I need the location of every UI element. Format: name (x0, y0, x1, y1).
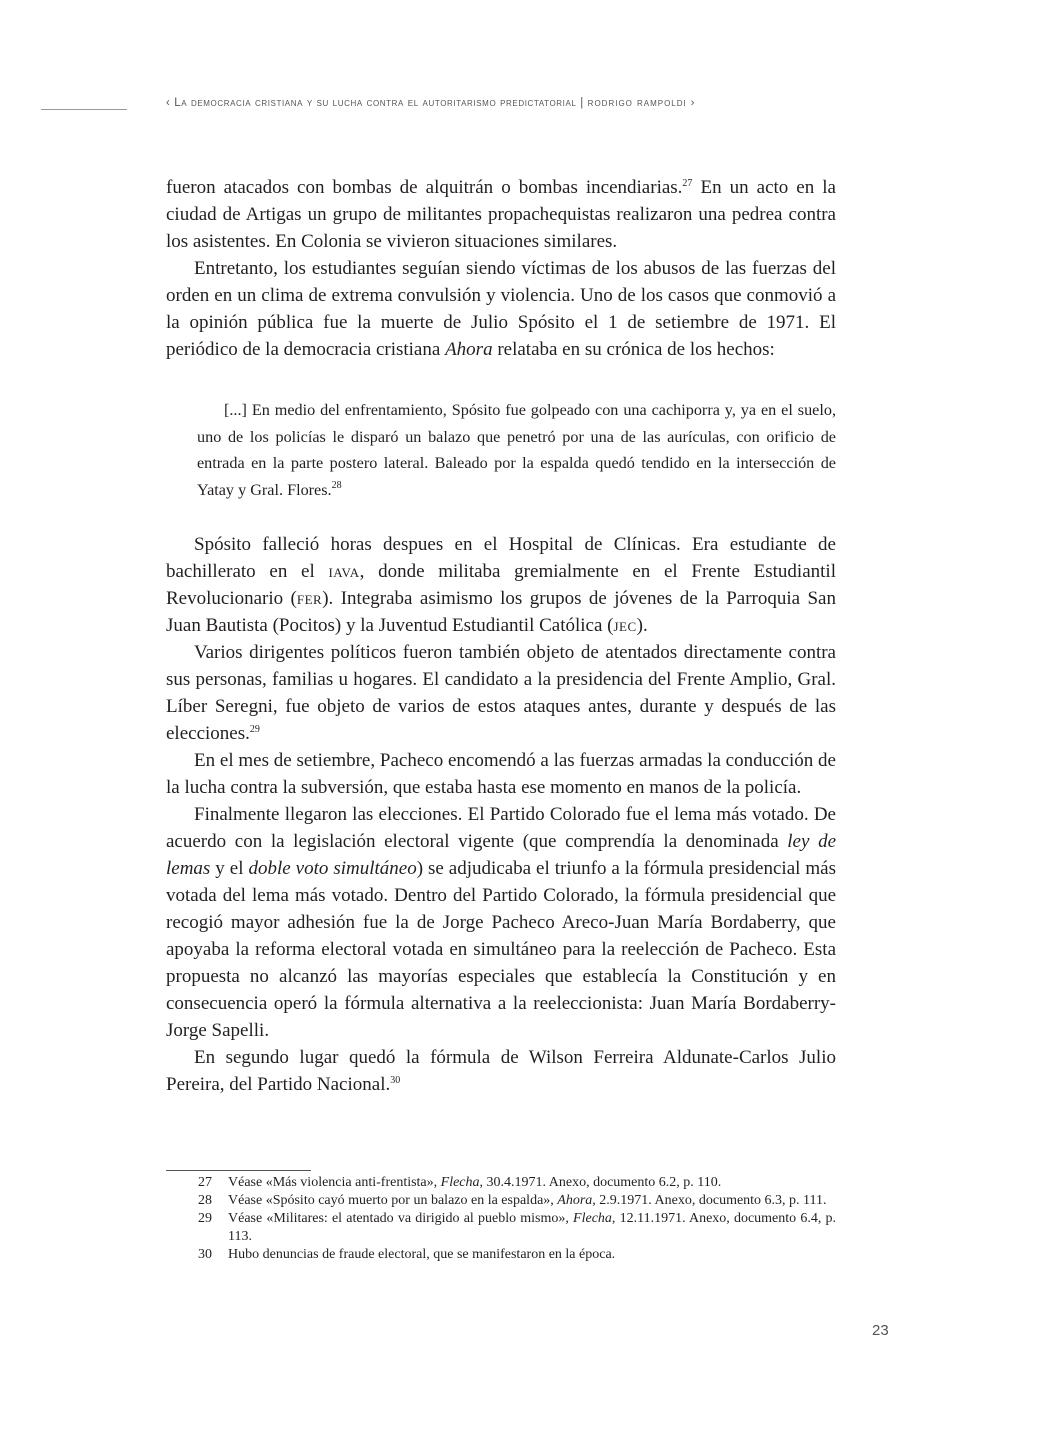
paragraph-5: En el mes de setiembre, Pacheco encomendó a las fuerzas armadas la conducción de la lucha contra la subversión, que estaba hasta ese momento en manos de la policía. (166, 750, 836, 798)
body-text (166, 174, 836, 1098)
paragraph-6-text-b: y el (210, 858, 249, 879)
footnote-item (166, 1210, 836, 1246)
footnote-source: Flecha (573, 1211, 612, 1226)
footnote-ref-29: 29 (249, 724, 260, 735)
footnote-ref-30: 30 (390, 1075, 401, 1086)
running-header (166, 97, 846, 109)
paragraph-4-text: Varios dirigentes políticos fueron también objeto de atentados directamente contra sus personas, familias u hogares. El candidato a la presidencia del Frente Amplio, Gral. Líber Seregni, fue objeto de varios de estos ataques antes, durante y después de las elecciones. (166, 642, 836, 744)
footnote-ref-28: 28 (331, 479, 342, 491)
footnote-source: Ahora (557, 1193, 593, 1208)
paragraph-1 (166, 174, 836, 255)
footnote-source: Flecha (440, 1175, 480, 1190)
paragraph-3-text-c: ). Integraba asimismo los grupos de jóvenes de la Parroquia San Juan Bautista (Pocitos) y la Juventud Estudiantil Católica ( (166, 588, 836, 636)
page-number: 23 (872, 1322, 889, 1339)
running-header-separator: | (576, 97, 588, 109)
footnote-text-a: Véase «Spósito cayó muerto por un balazo en la espalda», (228, 1193, 558, 1208)
footnote-number: 27 (198, 1175, 212, 1190)
paragraph-2-text-cont: relataba en su crónica de los hechos: (492, 339, 775, 360)
paragraph-3 (166, 531, 836, 639)
footnote-number: 28 (198, 1193, 212, 1208)
footnote-text-b: , 30.4.1971. Anexo, documento 6.2, p. 110. (479, 1175, 722, 1190)
acronym-fer: fer (296, 588, 323, 609)
periodical-title: Ahora (445, 339, 493, 360)
footnote-text-a: Véase «Militares: el atentado va dirigido al pueblo mismo», (228, 1211, 574, 1226)
footnote-text-b: , 12.11.1971. Anexo, documento 6.4, p. 113. (228, 1211, 836, 1244)
block-quote (197, 397, 836, 503)
footnote-item (166, 1174, 836, 1192)
paragraph-3-text-d: ). (636, 615, 648, 636)
paragraph-7 (166, 1044, 836, 1098)
paragraph-2 (166, 255, 836, 363)
term-doble-voto: doble voto simultáneo (248, 858, 417, 879)
paragraph-1-text-cont: En un acto en la ciudad de Artigas un grupo de militantes propachequistas realizaron una pedrea contra los asistentes. En Colonia se vivieron situaciones similares. (166, 177, 836, 252)
acronym-iava: iava (328, 561, 360, 582)
footnote-text-b: , 2.9.1971. Anexo, documento 6.3, p. 111. (592, 1193, 827, 1208)
acronym-jec: jec (613, 615, 637, 636)
paragraph-6 (166, 801, 836, 1044)
paragraph-2-text: Entretanto, los estudiantes seguían siendo víctimas de los abusos de las fuerzas del orden en un clima de extrema convulsión y violencia. Uno de los casos que conmovió a la opinión pública fue la muerte de Julio Spósito el 1 de setiembre de 1971. El periódico de la democracia cristiana (166, 258, 836, 360)
paragraph-6-text: Finalmente llegaron las elecciones. El Partido Colorado fue el lema más votado. De acuerdo con la legislación electoral vigente (que comprendía la denominada (166, 804, 836, 852)
running-header-author: rodrigo rampoldi › (587, 97, 696, 109)
footnote-text-a: Hubo denuncias de fraude electoral, que se manifestaron en la época. (228, 1247, 616, 1262)
footnote-number: 29 (198, 1211, 212, 1226)
block-quote-text (197, 397, 836, 503)
paragraph-3-text: Spósito falleció horas despues en el Hospital de Clínicas. Era estudiante de bachillerato en el (166, 534, 836, 582)
footnote-text (228, 1210, 836, 1246)
footnote-text-a: Véase «Más violencia anti-frentista», (228, 1175, 441, 1190)
term-ley-de-lemas: ley de lemas (166, 831, 836, 879)
footnote-text (228, 1174, 836, 1192)
running-header-title: ‹ La democracia cristiana y su lucha contra el autoritarismo predictatorial (166, 97, 577, 109)
paragraph-7-text: En segundo lugar quedó la fórmula de Wilson Ferreira Aldunate-Carlos Julio Pereira, del Partido Nacional. (166, 1047, 836, 1095)
footnote-item (166, 1192, 836, 1210)
paragraph-6-text-c: ) se adjudicaba el triunfo a la fórmula presidencial más votada del lema más votado. Dentro del Partido Colorado, la fórmula presidencial que recogió mayor adhesión fue la de Jorge Pacheco Areco-Juan María Bordaberry, que apoyaba la reforma electoral votada en simultáneo para la reelección de Pacheco. Esta propuesta no alcanzó las mayorías especiales que establecía la Constitución y en consecuencia operó la fórmula alternativa a la reeleccionista: Juan María Bordaberry-Jorge Sapelli. (166, 858, 836, 1041)
footnote-text (228, 1246, 836, 1264)
header-rule (41, 109, 127, 110)
footnote-item (166, 1246, 836, 1264)
paragraph-1-text: fueron atacados con bombas de alquitrán o bombas incendiarias. (166, 177, 683, 198)
footnote-number: 30 (198, 1247, 212, 1262)
footnote-rule (166, 1170, 311, 1171)
paragraph-4 (166, 639, 836, 747)
paragraph-3-text-b: , donde militaba gremialmente en el Frente Estudiantil Revolucionario ( (166, 561, 836, 609)
quote-text: [...] En medio del enfrentamiento, Spósito fue golpeado con una cachiporra y, ya en el suelo, uno de los policías le disparó un balazo que penetró por una de las aurículas, con orificio de entrada en la parte postero lateral. Baleado por la espalda quedó tendido en la intersección de Yatay y Gral. Flores. (197, 401, 836, 499)
footnotes (166, 1174, 836, 1264)
footnote-text (228, 1192, 836, 1210)
footnote-ref-27: 27 (682, 178, 693, 189)
